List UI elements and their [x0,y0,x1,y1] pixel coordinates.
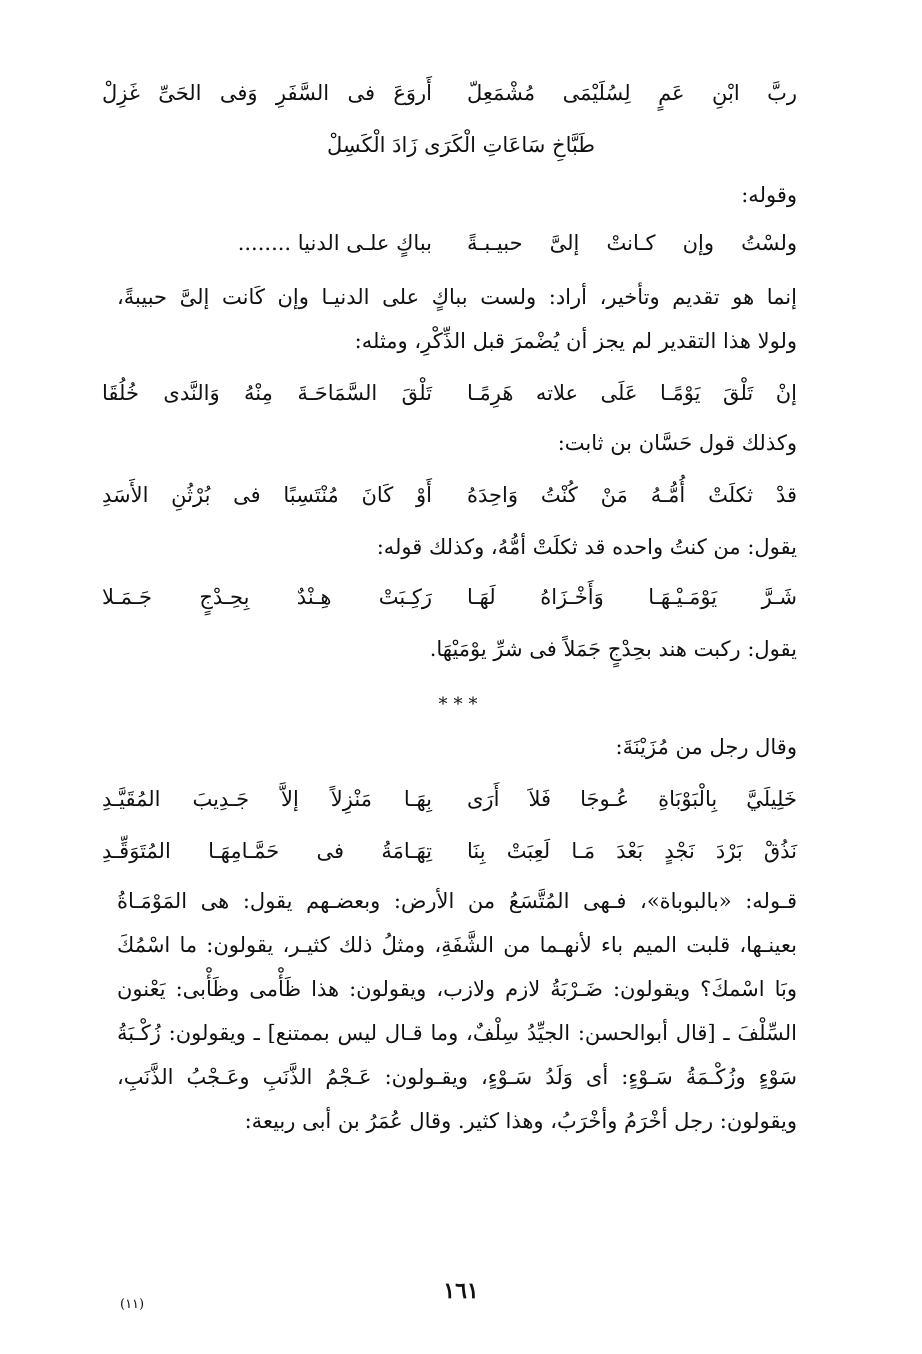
verse-4-second-hemistich: أَوْ كَانَ مُنْتَسِبًا فى بُرْثُنِ الأَسَدِ [102,483,432,507]
verse-1-third-hemistich: طَبَّاخِ سَاعَاتِ الْكَرَى زَادَ الْكَسِلْ [326,133,596,157]
verse-5-first-hemistich: شَـرَّ يَوْمَـيْـهَـا وَأَخْـزَاهُ لَهَـا [467,585,797,609]
page-number: ١٦١ [443,1278,479,1304]
verse-1-first-hemistich: ربَّ ابْنِ عَمٍ لِسُلَيْمَى مُشْمَعِلّ [467,81,797,105]
verse-3-second-hemistich: تَلْقَ السَّمَاحَـةَ مِنْهُ وَالنَّدى خُلُقَا [102,381,432,405]
prose-line-8: قـوله: «بالبوباة»، فـهى المُتَّسَعُ من الأرض: وبعضـهم يقول: هى المَوْمَـاةُ [117,889,797,913]
prose-line-11: السِّلْفَ ـ [قال أبوالحسن: الجيِّدُ سِلْفٌ، وما قـال ليس بممتنع] ـ ويقولون: زُكْـبَةُ [117,1021,797,1045]
prose-line-3: ولولا هذا التقدير لم يجز أن يُضْمرَ قبل الذِّكْرِ، ومثله: [354,329,797,353]
verse-2-second-hemistich: بباكٍ علـى الدنيا ........ [237,231,432,255]
verse-3-first-hemistich: إنْ تَلْقَ يَوْمًـا عَلَى علاته هَرِمًـا [467,381,797,405]
prose-line-4: وكذلك قول حَسَّان بن ثابت: [557,431,797,455]
section-divider-stars: *** [438,694,484,715]
signature-mark: (١١) [120,1297,145,1312]
prose-line-6: يقول: ركبت هند بحِدْجٍ جَمَلاً فى شرِّ يوْمَيْهَا. [429,637,797,661]
verse-7-second-hemistich: تِهَـامَةُ فى حَمَّـامِهَـا المُتَوَقِّـدِ [102,839,432,863]
verse-6-first-hemistich: خَلِيلَيَّ بِالْبَوْبَاةِ عُـوجَا فَلاَ أَرَى [467,787,797,811]
prose-line-7: وقال رجل من مُزَيْنَةَ: [615,735,797,759]
verse-5-second-hemistich: رَكِـبَتْ هِـنْدٌ بِحِـدْجٍ جَـمَـلا [102,585,432,609]
prose-line-5: يقول: من كنتُ واحده قد ثكلَتْ أمُّهُ، وكذلك قوله: [376,535,797,559]
prose-line-12: سَوْءٍ وزُكْـمَةُ سَـوْءٍ: أى وَلَدُ سَـوْءٍ، ويقـولون: عَـجْمُ الذَّنَبِ وعَـجْبُ الذَّنَبِ، [117,1065,797,1089]
verse-7-first-hemistich: نَذُقْ بَرْدَ نَجْدٍ بَعْدَ مَـا لَعِبَتْ بِنَا [467,839,797,863]
prose-line-1: وقوله: [741,183,797,207]
verse-6-second-hemistich: بِهَـا مَنْزِلاً إلاَّ جَـدِيبَ المُقَيَّـدِ [102,787,432,811]
verse-4-first-hemistich: قدْ ثكلَتْ أُمُّـهُ مَنْ كُنْتُ وَاحِدَهُ [467,483,797,507]
prose-line-10: وبَا اسْمكَ؟ ويقولون: ضَـرْبَةُ لازم ولازب، ويقولون: هذا ظَأْمى وظَأْبى: يَعْنون [117,977,797,1001]
prose-line-13: ويقولون: رجل أخْرَمُ وأخْرَبُ، وهذا كثير. وقال عُمَرُ بن أبى ربيعة: [244,1109,797,1133]
prose-line-2: إنما هو تقديم وتأخير، أراد: ولست بباكٍ على الدنيـا وإن كَانت إلىَّ حبيبةً، [117,285,797,309]
verse-1-second-hemistich: أَروَعَ فى السَّفَرِ وَفى الحَىِّ غَزِلْ [102,81,432,105]
prose-line-9: بعينـها، قلبت الميم باء لأنهـما من الشَّفَةِ، ومثلُ ذلك كثيـر، يقولون: ما اسْمُكَ [117,933,797,957]
verse-2-first-hemistich: ولسْتُ وإن كـانتْ إلىَّ حبيـبـةً [467,231,797,255]
